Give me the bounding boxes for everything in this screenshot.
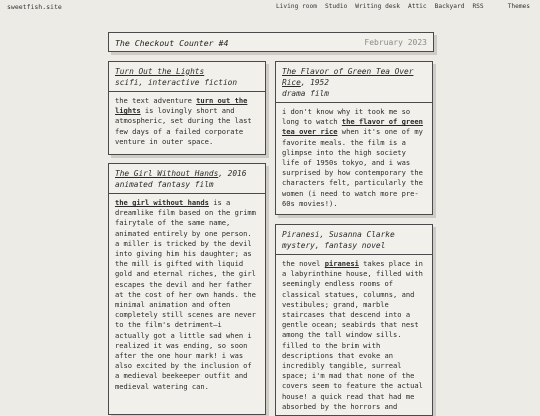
body-text: i don't know why it took me so long to watch: [282, 107, 411, 127]
nav-rss[interactable]: RSS: [472, 3, 484, 10]
card-body: [109, 194, 265, 396]
body-text: the text adventure: [115, 96, 197, 105]
nav-spacer: [492, 3, 500, 10]
card-header: [109, 62, 265, 92]
nav-living-room[interactable]: Living room: [275, 3, 317, 10]
card-header: [276, 225, 432, 255]
post-header: [108, 32, 434, 52]
review-card: [275, 224, 433, 416]
review-card: [275, 61, 433, 215]
body-highlight: the girl without hands: [115, 198, 209, 207]
body-text: when it's one of my favorite meals. the film is a glimpse into the high society life of 1950s tokyo, and i was surprised by how contemporary the characters felt, particularly the women (i need to watch more pre-60s movies!).: [282, 127, 423, 208]
card-body: [276, 255, 432, 416]
nav-menu: [276, 3, 530, 10]
card-subtitle: animated fantasy film: [115, 180, 214, 189]
body-highlight: the flavor of green tea over rice: [282, 117, 423, 137]
site-name[interactable]: sweetfish.site: [7, 3, 62, 11]
top-bar: [0, 0, 540, 14]
body-text: takes place in a labyrinthine house, filled with seemingly endless rooms of classical statues, columns, and vestibules; grand, marble staircases that descend into a gentle ocean; seabirds that nest among the tall window sills. filled to the brim with descriptions that evoke an incredibly tangible, surreal space; i'm mad that none of the covers seem to feature the actual house! a quick read that had me absorbed by the horrors and: [282, 259, 423, 411]
card-subtitle: drama film: [282, 89, 329, 98]
nav-backyard[interactable]: Backyard: [434, 3, 465, 10]
post-title: The Checkout Counter #4: [115, 38, 229, 48]
body-text: is a dreamlike film based on the grimm fairytale of the same name, animated entirely by one person. a miller is tricked by the devil into giving him his daughter; as the mill is gifted with liquid gold and eternal riches, the girl escapes the devil and her father at the cost of her own hands. the minimal animation and often completely still scenes are never to the film's detriment—i actually got a little sad when i realized it was ending, so soon after the one hour mark! i was also excited by the inclusion of a medieval beekeeper outfit and medieval watering can.: [115, 198, 256, 391]
nav-themes[interactable]: Themes: [507, 3, 530, 10]
body-text: the novel: [282, 259, 325, 268]
post-date: February 2023: [364, 38, 427, 47]
card-subtitle: scifi, interactive fiction: [115, 78, 238, 87]
card-title[interactable]: The Girl Without Hands: [115, 169, 219, 178]
card-title-suffix: , 2016: [218, 169, 247, 178]
body-highlight: turn out the lights: [115, 96, 248, 116]
review-card: [108, 163, 266, 415]
review-card: [108, 61, 266, 155]
card-title[interactable]: The Flavor of Green Tea Over Rice: [282, 67, 414, 87]
body-text: is lovingly short and atmospheric, set during the last few days of a failed corporate venture in outer space.: [115, 106, 252, 146]
card-title: Piranesi, Susanna Clarke: [282, 230, 395, 239]
card-title[interactable]: Turn Out the Lights: [115, 67, 205, 76]
card-title-suffix: , 1952: [300, 78, 329, 87]
nav-attic[interactable]: Attic: [408, 3, 427, 10]
card-body: [109, 92, 265, 151]
body-highlight: piranesi: [324, 259, 359, 268]
card-subtitle: mystery, fantasy novel: [282, 241, 386, 250]
card-header: [276, 62, 432, 103]
nav-writing-desk[interactable]: Writing desk: [355, 3, 400, 10]
nav-studio[interactable]: Studio: [324, 3, 348, 10]
card-header: [109, 164, 265, 194]
card-body: [276, 103, 432, 213]
